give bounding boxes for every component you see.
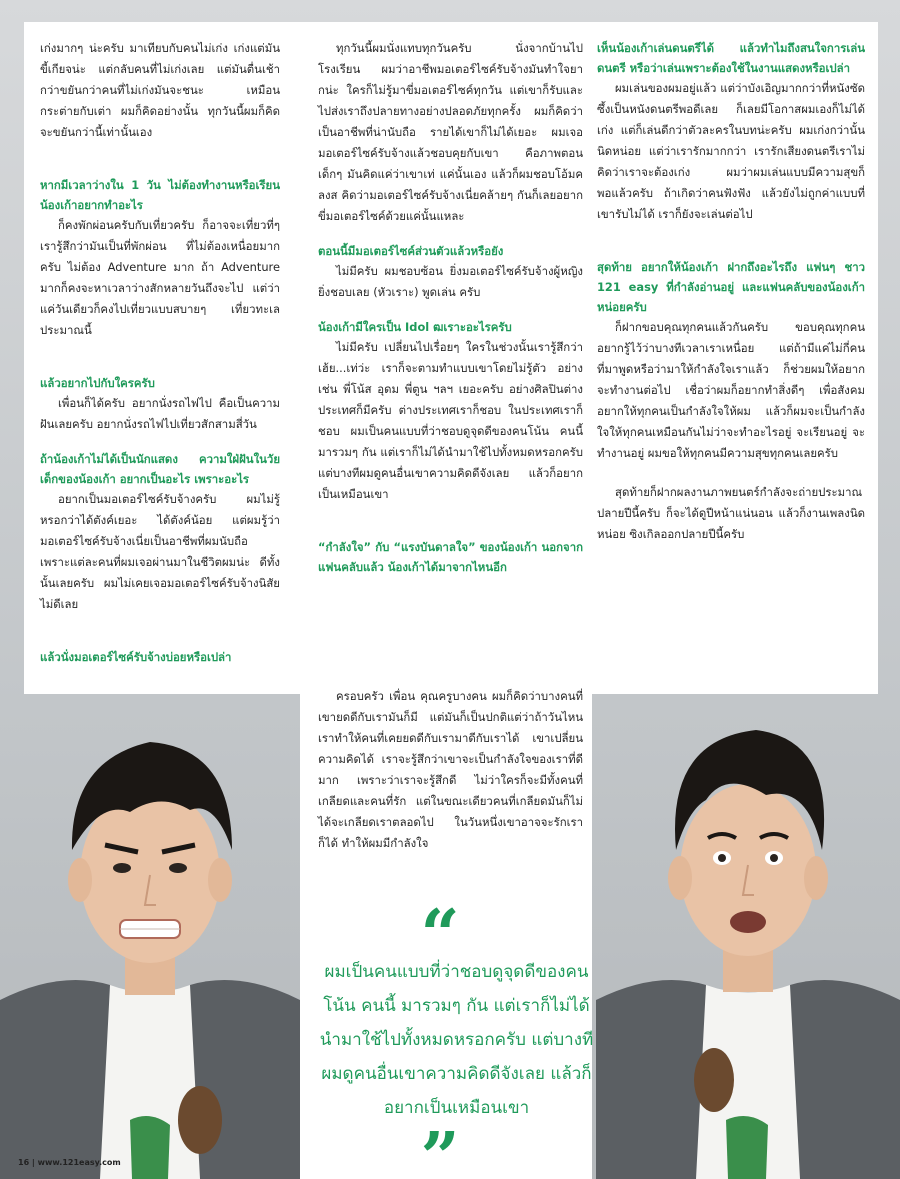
paragraph: ทุกวันนี้ผมนั่งแทบทุกวันครับ นั่งจากบ้านไปโรงเรียน ผมว่าอาชีพมอเตอร์ไซค์รับจ้างมันทำใจยากน่ะ ใครก็ไม่รู้มาขี่มอเตอร์ไซค์ทุกวัน แต่เขาก็รับและไปส่งเราถึงปลายทางอย่างปลอดภัยทุกครั้ง ผมก็คิดว่าเป็นอาชีพที่น่านับถือ รายได้เขาก็ไม่ได้เยอะ ผมเจอมอเตอร์ไซค์รับจ้างแล้วชอบคุยกับเขา คือภาพตอนเด็กๆ มันคิดแค่ว่าเขาเท่ แค่นั้นเอง แล้วก็ผมชอบโอ้มคลงส คิดว่ามอเตอร์ไซค์รับจ้างเนี่ยคล้ายๆ กันก็เลยอยากขี่มอเตอร์ไซค์ด้วยแค่นั้นแหละ xyxy=(318,41,583,223)
question-heading: น้องเก้ามีใครเป็น Idol ฒเราะอะไรครับ xyxy=(318,320,512,334)
person-illustration-right xyxy=(596,700,900,1179)
close-quote-icon: ” xyxy=(420,1118,460,1179)
paragraph: เพื่อนก็ได้ครับ อยากนั่งรถไฟไป คือเป็นความฝันเลยครับ อยากนั่งรถไฟไปเที่ยวสักสามสี่วัน xyxy=(40,396,280,431)
question-heading: เห็นน้องเก้าเล่นดนตรีได้ แล้วทำไมถึงสนใจการเล่นดนตรี หรือว่าเล่นเพราะต้องใช้ในงานแสดงหรือเปล่า xyxy=(597,41,865,75)
paragraph: อยากเป็นมอเตอร์ไซค์รับจ้างครับ ผมไม่รู้หรอกว่าได้ตังค์เยอะ ได้ตังค์น้อย แต่ผมรู้ว่ามอเตอร์ไซค์รับจ้างเนี่ยเป็นอาชีพที่ผมนับถือ เพราะแต่ละคนที่ผมเจอผ่านมาในชีวิตผมน่ะ ดีทั้งนั้นเลยครับ ผมไม่เคยเจอมอเตอร์ไซค์รับจ้างนิสัยไม่ดีเลย xyxy=(40,492,280,611)
person-photo-right xyxy=(596,700,900,1179)
paragraph: ก็คงพักผ่อนครับกับเที่ยวครับ ก็อาจจะเที่ยวที่ๆ เรารู้สึกว่ามันเป็นที่พักผ่อน ที่ไม่ต้องเหนื่อยมากครับ ไม่ต้อง Adventure มาก ถ้า Adventure มากก็คงจะหาเวลาว่างสักหลายวันถึงจะไป แต่ว่าแค่วันเดียวก็คงไปเที่ยวแบบสบายๆ เที่ยวทะเลประมาณนี้ xyxy=(40,218,280,337)
article-column-2 xyxy=(318,38,583,577)
paragraph: สุดท้ายก็ฝากผลงานภาพยนตร์กำลังจะถ่ายประมาณปลายปีนี้ครับ ก็จะได้ดูปีหน้าแน่นอน แล้วก็งานเพลงนิดหน่อย ซิงเกิลออกปลายปีนี้ครับ xyxy=(597,485,865,541)
paragraph: ก็ฝากขอบคุณทุกคนแล้วกันครับ ขอบคุณทุกคน อยากรู้ไว้ว่าบางทีเวลาเราเหนื่อย แต่ถ้ามีแค่ไม่กี่คนที่มาพูดหรือว่ามาให้กำลังใจเราแล้ว ก็ช่วยผมให้อยากจะทำงานต่อไป เชื่อว่าผมก็อยากทำสิ่งดีๆ เพื่อสังคม อยากให้ทุกคนเป็นกำลังใจให้ผม แล้วก็ผมจะเป็นกำลังใจให้ทุกคนเหมือนกันไม่ว่าจะทำอะไรอยู่ จะเรียนอยู่ จะทำงานอยู่ ผมขอให้ทุกคนมีความสุขทุกคนเลยครับ xyxy=(597,320,865,460)
question-heading: แล้วอยากไปกับใครครับ xyxy=(40,376,155,390)
paragraph: ครอบครัว เพื่อน คุณครูบางคน ผมก็คิดว่าบางคนที่เขายดดีกับเรามันก็มี แต่มันก็เป็นปกติแต่ว่าถ้าวันไหนเราทำให้คนที่เคยยดดีกับเรามาดีกับเราได้ เขาเปลี่ยนความคิดได้ เราจะรู้สึกว่าเขาจะเป็นกำลังใจของเราที่ดีมาก เพราะว่าเราจะรู้สึกดี ไม่ว่าใครก็จะมีทั้งคนที่เกลียดและคนที่รัก แต่ในขณะเดียวคนที่เกลียดมันก็ไม่ได้จะเกลียดเราตลอดไป ในวันหนึ่งเขาอาจจะรักเราก็ได้ ทำให้ผมมีกำลังใจ xyxy=(318,689,583,850)
paragraph: ไม่มีครับ เปลี่ยนไปเรื่อยๆ ใครในช่วงนั้นเรารู้สึกว่าเฮ้ย...เท่ว่ะ เราก็จะตามทำแบบเขาโดยไม่รู้ตัว อย่างเช่น พี่โน้ส อุดม พี่ตูน ฯลฯ เยอะครับ อย่างศิลปินต่างประเทศก็มีครับ ต่างประเทศเราก็ชอบ ในประเทศเราก็ชอบ ผมเป็นคนแบบที่ว่าชอบดูจุดดีของคนโน้น คนนี้ มารวมๆ กัน แต่เราก็ไม่ได้นำมาใช้ไปทั้งหมดหรอกครับ แต่บางทีผมดูคนอื่นเขาความคิดดีจังเลย แล้วก็อยากเป็นเหมือนเขา xyxy=(318,340,583,501)
question-heading: แล้วนั่งมอเตอร์ไซค์รับจ้างบ่อยหรือเปล่า xyxy=(40,650,232,664)
paragraph: ผมเล่นของผมอยู่แล้ว แต่ว่าบังเอิญมากกว่าที่หนังซัดซึ้งเป็นหนังดนตรีพอดีเลย ก็เลยมีโอกาสผมเองก็ไม่ได้เก่ง แต่ก็เล่นดีกว่าตัวละครในบทน่ะครับ ผมเก่งกว่านั้นนิดหน่อย แต่ว่าเรารักมากกว่า เรารักเสียงดนตรีเราไม่คิดว่าเราจะต้องเก่ง ผมว่าผมเล่นแบบมีความสุขก็พอแล้วครับ ถ้าเกิดว่าคนฟังฟัง แล้วยังไม่ถูกค่าแบบที่เขารับไม่ได้ เราก็ยังจะเล่นต่อไป xyxy=(597,81,865,221)
question-heading: ตอนนี้มีมอเตอร์ไซค์ส่วนตัวแล้วหรือยัง xyxy=(318,244,504,258)
article-column-1 xyxy=(40,38,280,667)
person-photo-left xyxy=(0,700,300,1179)
article-column-3 xyxy=(597,38,865,545)
question-heading: “กำลังใจ” กับ “แรงบันดาลใจ” ของน้องเก้า นอกจากแฟนคลับแล้ว น้องเก้าได้มาจากไหนอีก xyxy=(318,540,583,574)
person-illustration-left xyxy=(0,700,300,1179)
page-folio: 16 | www.121easy.com xyxy=(18,1158,121,1167)
question-heading: สุดท้าย อยากให้น้องเก้า ฝากถึงอะไรถึง แฟนๆ ชาว 121 easy ที่กำลังอ่านอยู่ และแฟนคลับของน้องเก้าหน่อยครับ xyxy=(597,260,865,314)
open-quote-icon: “ xyxy=(420,895,460,975)
question-heading: ถ้าน้องเก้าไม่ได้เป็นนักแสดง ความใฝ่ฝันในวัยเด็กของน้องเก้า อยากเป็นอะไร เพราะอะไร xyxy=(40,452,280,486)
paragraph: เก่งมากๆ น่ะครับ มาเทียบกับคนไม่เก่ง เก่งแต่มันขี้เกียจน่ะ แต่กลับคนที่ไม่เก่งเลย แต่มันตื่นเช้ากว่าขยันกว่าคนที่ไม่เก่งมันจะชนะ เหมือนกระต่ายกับเต่า ผมก็คิดอย่างนั้น ทุกวันนี้ผมก็คิดจะขยันกว่านี้เท่านั้นเอง xyxy=(40,41,280,139)
question-heading: หากมีเวลาว่างใน 1 วัน ไม่ต้องทำงานหรือเรียน น้องเก้าอยากทำอะไร xyxy=(40,178,280,212)
pull-quote: ผมเป็นคนแบบที่ว่าชอบดูจุดดีของคนโน้น คนนี้ มารวมๆ กัน แต่เราก็ไม่ได้นำมาใช้ไปทั้งหมดหรอกครับ แต่บางทีผมดูคนอื่นเขาความคิดดีจังเลย แล้วก็อยากเป็นเหมือนเขา xyxy=(319,962,594,1118)
paragraph: ไม่มีครับ ผมชอบซ้อน ยิ่งมอเตอร์ไซค์รับจ้างผู้หญิง ยิ่งชอบเลย (หัวเราะ) พูดเล่น ครับ xyxy=(318,264,583,299)
article-column-2-continued xyxy=(318,686,583,854)
